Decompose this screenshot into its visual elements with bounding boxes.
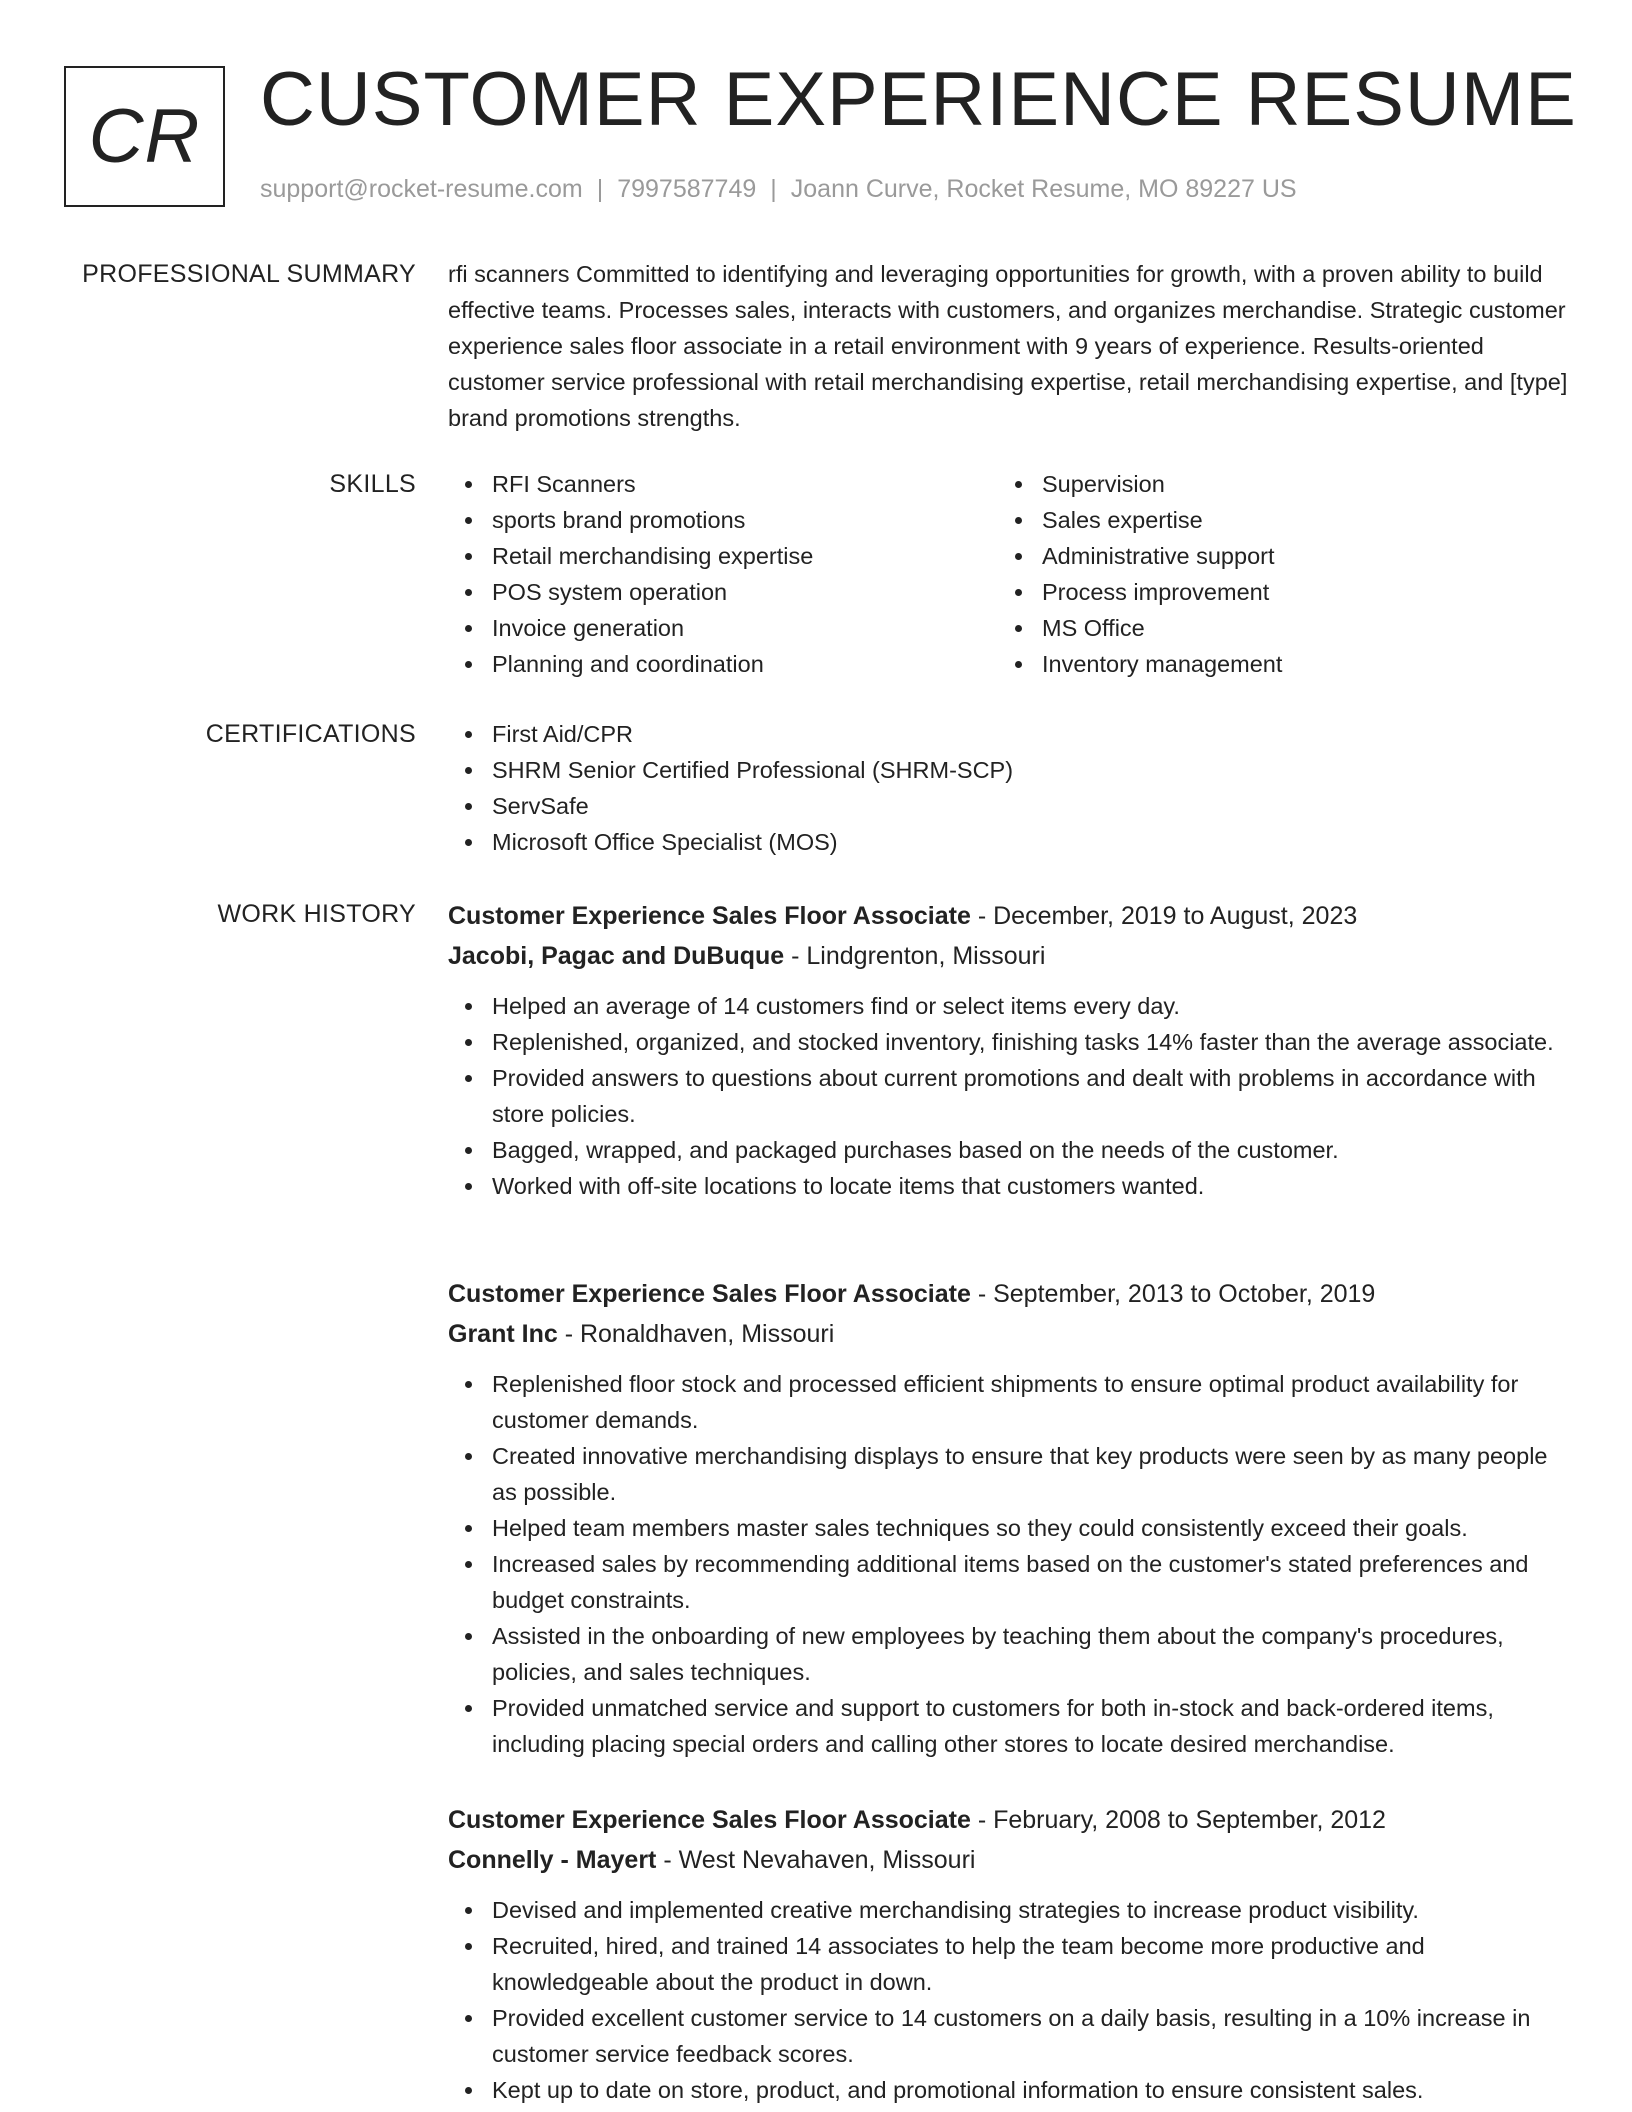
- skill-item: Retail merchandising expertise: [448, 538, 998, 574]
- job-bullet: Assisted in the onboarding of new employees by teaching them about the company's procedures, policies, and sales techniques.: [448, 1618, 1568, 1690]
- skill-item: Supervision: [998, 466, 1548, 502]
- skill-item: Administrative support: [998, 538, 1548, 574]
- skill-item: Process improvement: [998, 574, 1548, 610]
- monogram-initials: CR: [88, 94, 201, 179]
- job-company-line: [448, 936, 1568, 976]
- job-company: Connelly - Mayert: [448, 1846, 657, 1874]
- job-bullet: Provided answers to questions about current promotions and dealt with problems in accordance with store policies.: [448, 1060, 1568, 1132]
- section-label-summary: PROFESSIONAL SUMMARY: [82, 260, 416, 288]
- job-title-line: [448, 1274, 1568, 1314]
- certification-item: Microsoft Office Specialist (MOS): [448, 824, 1568, 860]
- skill-item: Invoice generation: [448, 610, 998, 646]
- skill-item: MS Office: [998, 610, 1548, 646]
- resume-title: CUSTOMER EXPERIENCE RESUME: [260, 57, 1577, 142]
- job-body: [448, 896, 1568, 1204]
- job-bullets: [448, 988, 1568, 1204]
- job-bullet: Helped an average of 14 customers find or select items every day.: [448, 988, 1568, 1024]
- contact-line: [260, 174, 1297, 204]
- job-bullet: Recruited, hired, and trained 14 associates to help the team become more productive and knowledgeable about the product in down.: [448, 1928, 1568, 2000]
- skill-item: POS system operation: [448, 574, 998, 610]
- job-bullets: [448, 1366, 1568, 1762]
- skill-item: Planning and coordination: [448, 646, 998, 682]
- contact-email: support@rocket-resume.com: [260, 175, 583, 203]
- skills-list-right: [998, 466, 1548, 682]
- job-bullet: Provided excellent customer service to 14 customers on a daily basis, resulting in a 10% increase in customer service feedback scores.: [448, 2000, 1568, 2072]
- job-body: [448, 1800, 1568, 2108]
- skill-item: Sales expertise: [998, 502, 1548, 538]
- job-bullet: Devised and implemented creative merchandising strategies to increase product visibility.: [448, 1892, 1568, 1928]
- skills-columns: [448, 466, 1568, 682]
- monogram-box: [64, 66, 225, 207]
- job-bullet: Kept up to date on store, product, and promotional information to ensure consistent sales.: [448, 2072, 1568, 2108]
- skill-item: sports brand promotions: [448, 502, 998, 538]
- summary-text: rfi scanners Committed to identifying and leveraging opportunities for growth, with a proven ability to build effective teams. Processes sales, interacts with customers, and organizes merchandise. Strategic customer experience sales floor associate in a retail environment with 9 years of experience. Results-oriented customer service professional with retail merchandising expertise, retail merchandising expertise, and [type] brand promotions strengths.: [448, 261, 1568, 431]
- section-label-certifications: CERTIFICATIONS: [205, 720, 416, 748]
- contact-separator: |: [770, 175, 777, 203]
- section-label-work-history: WORK HISTORY: [217, 900, 416, 928]
- job-bullet: Created innovative merchandising displays to ensure that key products were seen by as many people as possible.: [448, 1438, 1568, 1510]
- job-bullet: Replenished, organized, and stocked inventory, finishing tasks 14% faster than the average associate.: [448, 1024, 1568, 1060]
- job-bullets: [448, 1892, 1568, 2108]
- job-bullet: Worked with off-site locations to locate items that customers wanted.: [448, 1168, 1568, 1204]
- job-title: Customer Experience Sales Floor Associate: [448, 1806, 971, 1834]
- certification-item: ServSafe: [448, 788, 1568, 824]
- job-title: Customer Experience Sales Floor Associate: [448, 1280, 971, 1308]
- job-bullet: Bagged, wrapped, and packaged purchases based on the needs of the customer.: [448, 1132, 1568, 1168]
- skill-item: Inventory management: [998, 646, 1548, 682]
- certifications-body: [448, 716, 1568, 860]
- job-location: - Lindgrenton, Missouri: [784, 942, 1046, 970]
- job-dates: - September, 2013 to October, 2019: [970, 1280, 1376, 1308]
- job-company: Grant Inc: [448, 1320, 558, 1348]
- section-label-skills: SKILLS: [329, 470, 416, 498]
- summary-body: [448, 256, 1568, 436]
- job-bullet: Increased sales by recommending additional items based on the customer's stated preferences and budget constraints.: [448, 1546, 1568, 1618]
- job-bullet: Helped team members master sales techniques so they could consistently exceed their goals.: [448, 1510, 1568, 1546]
- skill-item: RFI Scanners: [448, 466, 998, 502]
- job-title-line: [448, 1800, 1568, 1840]
- job-bullet: Replenished floor stock and processed efficient shipments to ensure optimal product availability for customer demands.: [448, 1366, 1568, 1438]
- job-dates: - December, 2019 to August, 2023: [970, 902, 1358, 930]
- job-location: - Ronaldhaven, Missouri: [557, 1320, 835, 1348]
- contact-phone: 7997587749: [617, 175, 757, 203]
- certifications-list: [448, 716, 1568, 860]
- contact-separator: |: [596, 175, 604, 203]
- job-dates: - February, 2008 to September, 2012: [970, 1806, 1386, 1834]
- job-company: Jacobi, Pagac and DuBuque: [448, 942, 785, 970]
- job-body: [448, 1274, 1568, 1762]
- job-title: Customer Experience Sales Floor Associate: [448, 902, 971, 930]
- job-location: - West Nevahaven, Missouri: [656, 1846, 976, 1874]
- skills-body: [448, 466, 1568, 682]
- job-company-line: [448, 1840, 1568, 1880]
- job-company-line: [448, 1314, 1568, 1354]
- certification-item: First Aid/CPR: [448, 716, 1568, 752]
- contact-address: Joann Curve, Rocket Resume, MO 89227 US: [790, 175, 1297, 203]
- job-title-line: [448, 896, 1568, 936]
- skills-list-left: [448, 466, 998, 682]
- job-bullet: Provided unmatched service and support to customers for both in-stock and back-ordered items, including placing special orders and calling other stores to locate desired merchandise.: [448, 1690, 1568, 1762]
- certification-item: SHRM Senior Certified Professional (SHRM-SCP): [448, 752, 1568, 788]
